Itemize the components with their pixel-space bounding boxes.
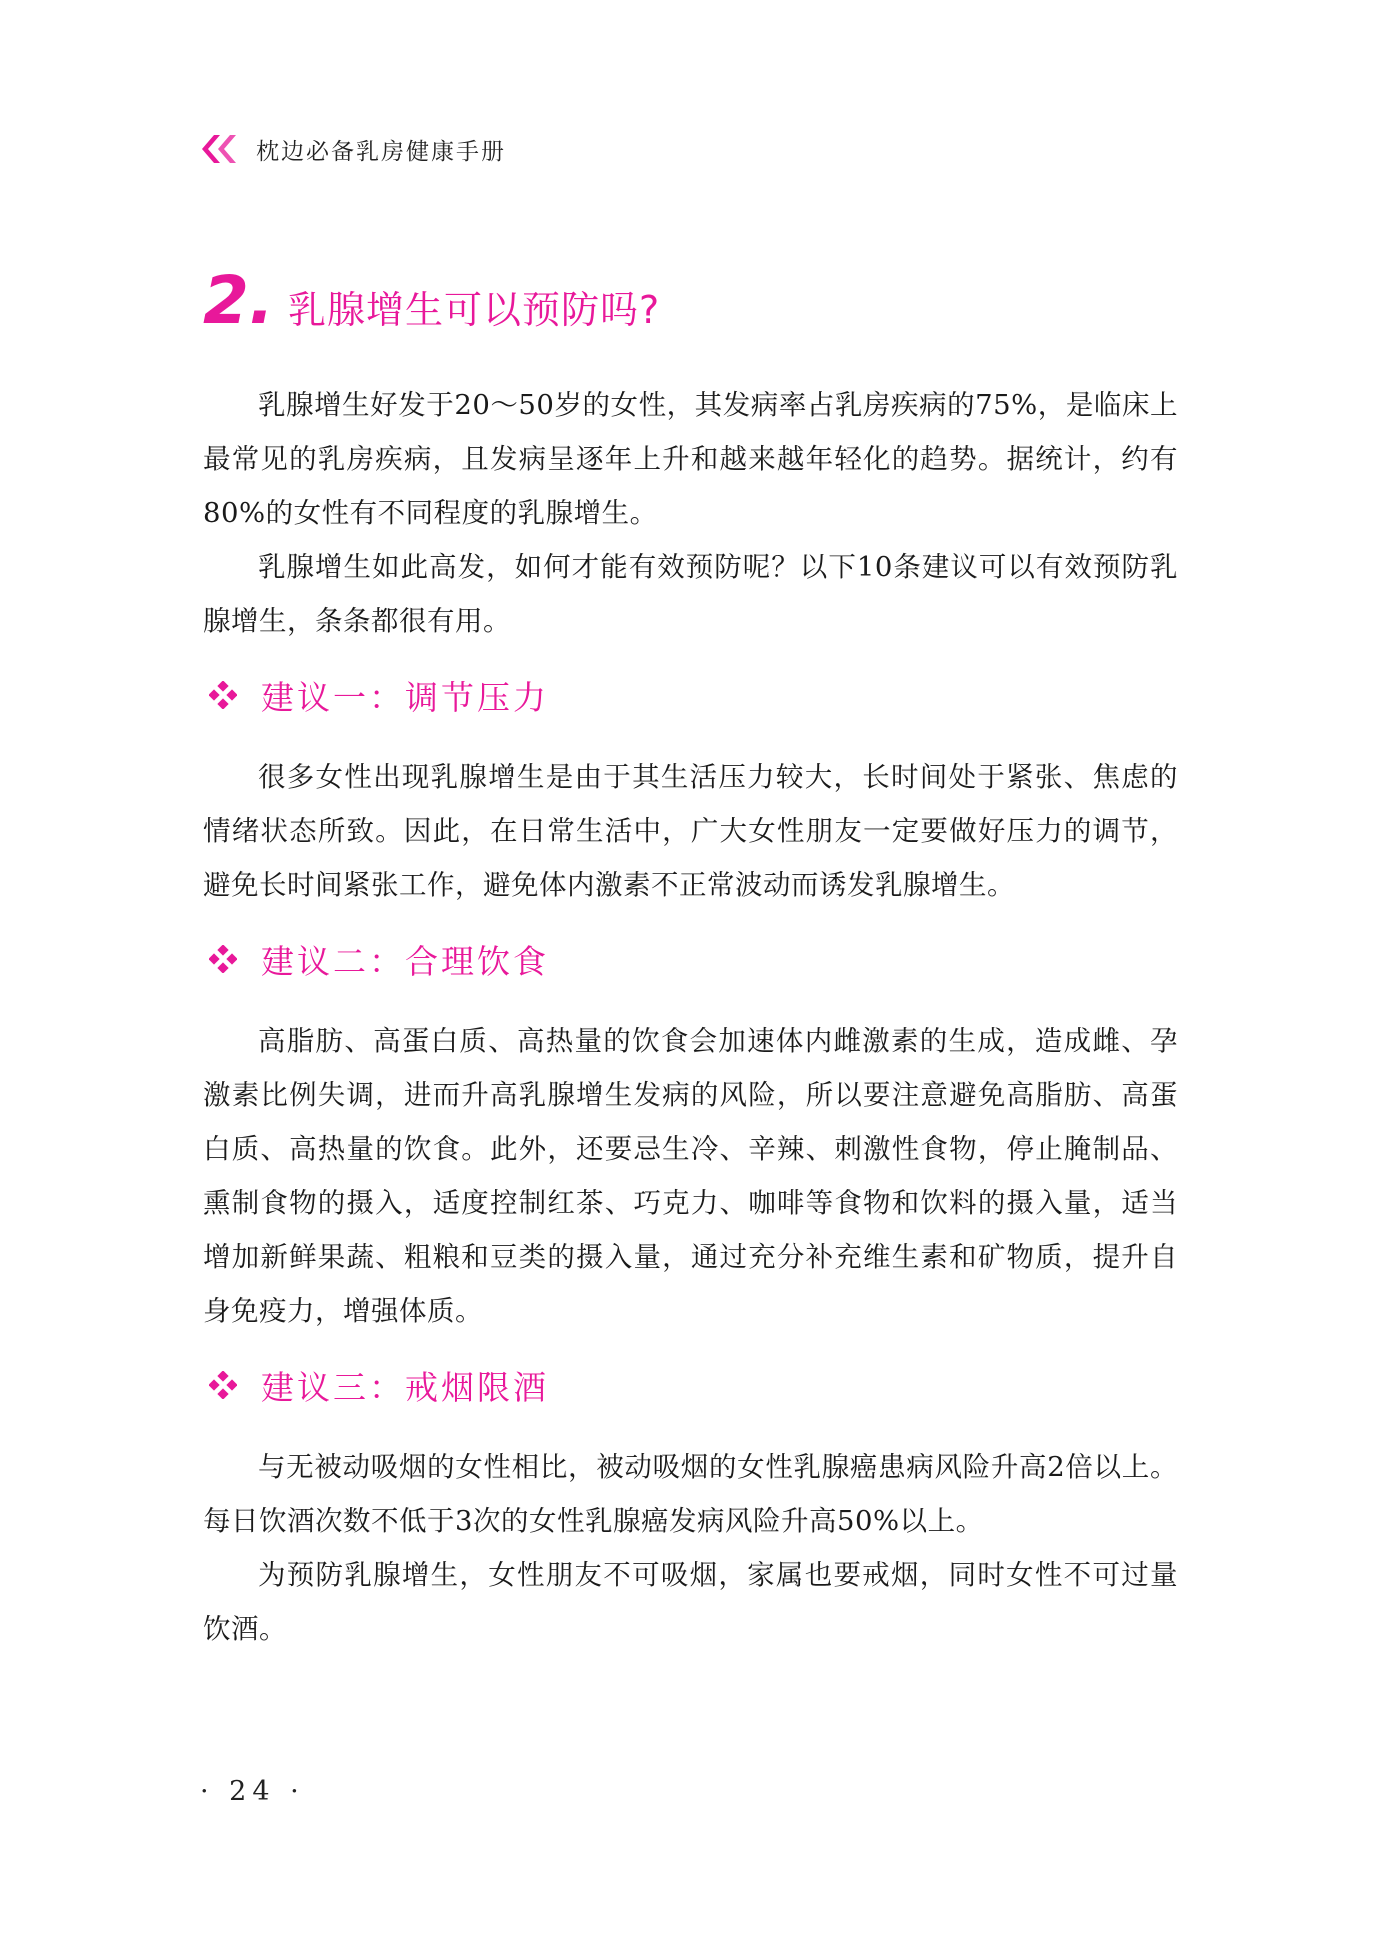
diamond-bullet-icon — [209, 1371, 237, 1399]
intro-paragraph: 乳腺增生好发于20～50岁的女性，其发病率占乳房疾病的75%，是临床上最常见的乳房疾病，且发病呈逐年上升和越来越年轻化的趋势。据统计，约有80%的女性有不同程度的乳腺增生。 — [203, 389, 1178, 529]
intro-paragraph: 乳腺增生如此高发，如何才能有效预防呢？以下10条建议可以有效预防乳腺增生，条条都很有用。 — [203, 551, 1178, 637]
diamond-bullet-icon — [209, 681, 237, 709]
suggestion-title: 建议三：戒烟限酒 — [261, 1367, 549, 1407]
suggestion-paragraph: 很多女性出现乳腺增生是由于其生活压力较大，长时间处于紧张、焦虑的情绪状态所致。因此，在日常生活中，广大女性朋友一定要做好压力的调节，避免长时间紧张工作，避免体内激素不正常波动而诱发乳腺增生。 — [203, 761, 1178, 901]
suggestion-paragraph: 高脂肪、高蛋白质、高热量的饮食会加速体内雌激素的生成，造成雌、孕激素比例失调，进而升高乳腺增生发病的风险，所以要注意避免高脂肪、高蛋白质、高热量的饮食。此外，还要忌生冷、辛辣、刺激性食物，停止腌制品、熏制食物的摄入，适度控制红茶、巧克力、咖啡等食物和饮料的摄入量，适当增加新鲜果蔬、粗粮和豆类的摄入量，通过充分补充维生素和矿物质，提升自身免疫力，增强体质。 — [203, 1025, 1178, 1327]
diamond-bullet-icon — [209, 945, 237, 973]
page-number: · 24 · — [200, 1776, 305, 1807]
section-number: 2. — [203, 262, 274, 339]
suggestion-heading — [203, 1358, 1178, 1412]
suggestion-heading — [203, 668, 1178, 722]
suggestion-heading — [203, 932, 1178, 986]
suggestion-title: 建议一：调节压力 — [261, 677, 549, 717]
suggestion-title: 建议二：合理饮食 — [261, 941, 549, 981]
section-title: 乳腺增生可以预防吗? — [288, 288, 661, 332]
suggestion-paragraph: 与无被动吸烟的女性相比，被动吸烟的女性乳腺癌患病风险升高2倍以上。每日饮酒次数不低于3次的女性乳腺癌发病风险升高50%以上。 — [203, 1451, 1178, 1537]
suggestion-paragraph: 为预防乳腺增生，女性朋友不可吸烟，家属也要戒烟，同时女性不可过量饮酒。 — [203, 1559, 1178, 1645]
double-chevron-left-icon — [200, 133, 240, 165]
book-title: 枕边必备乳房健康手册 — [256, 138, 506, 165]
running-header — [200, 132, 506, 166]
section-heading — [203, 262, 661, 339]
page-content — [203, 378, 1178, 1656]
